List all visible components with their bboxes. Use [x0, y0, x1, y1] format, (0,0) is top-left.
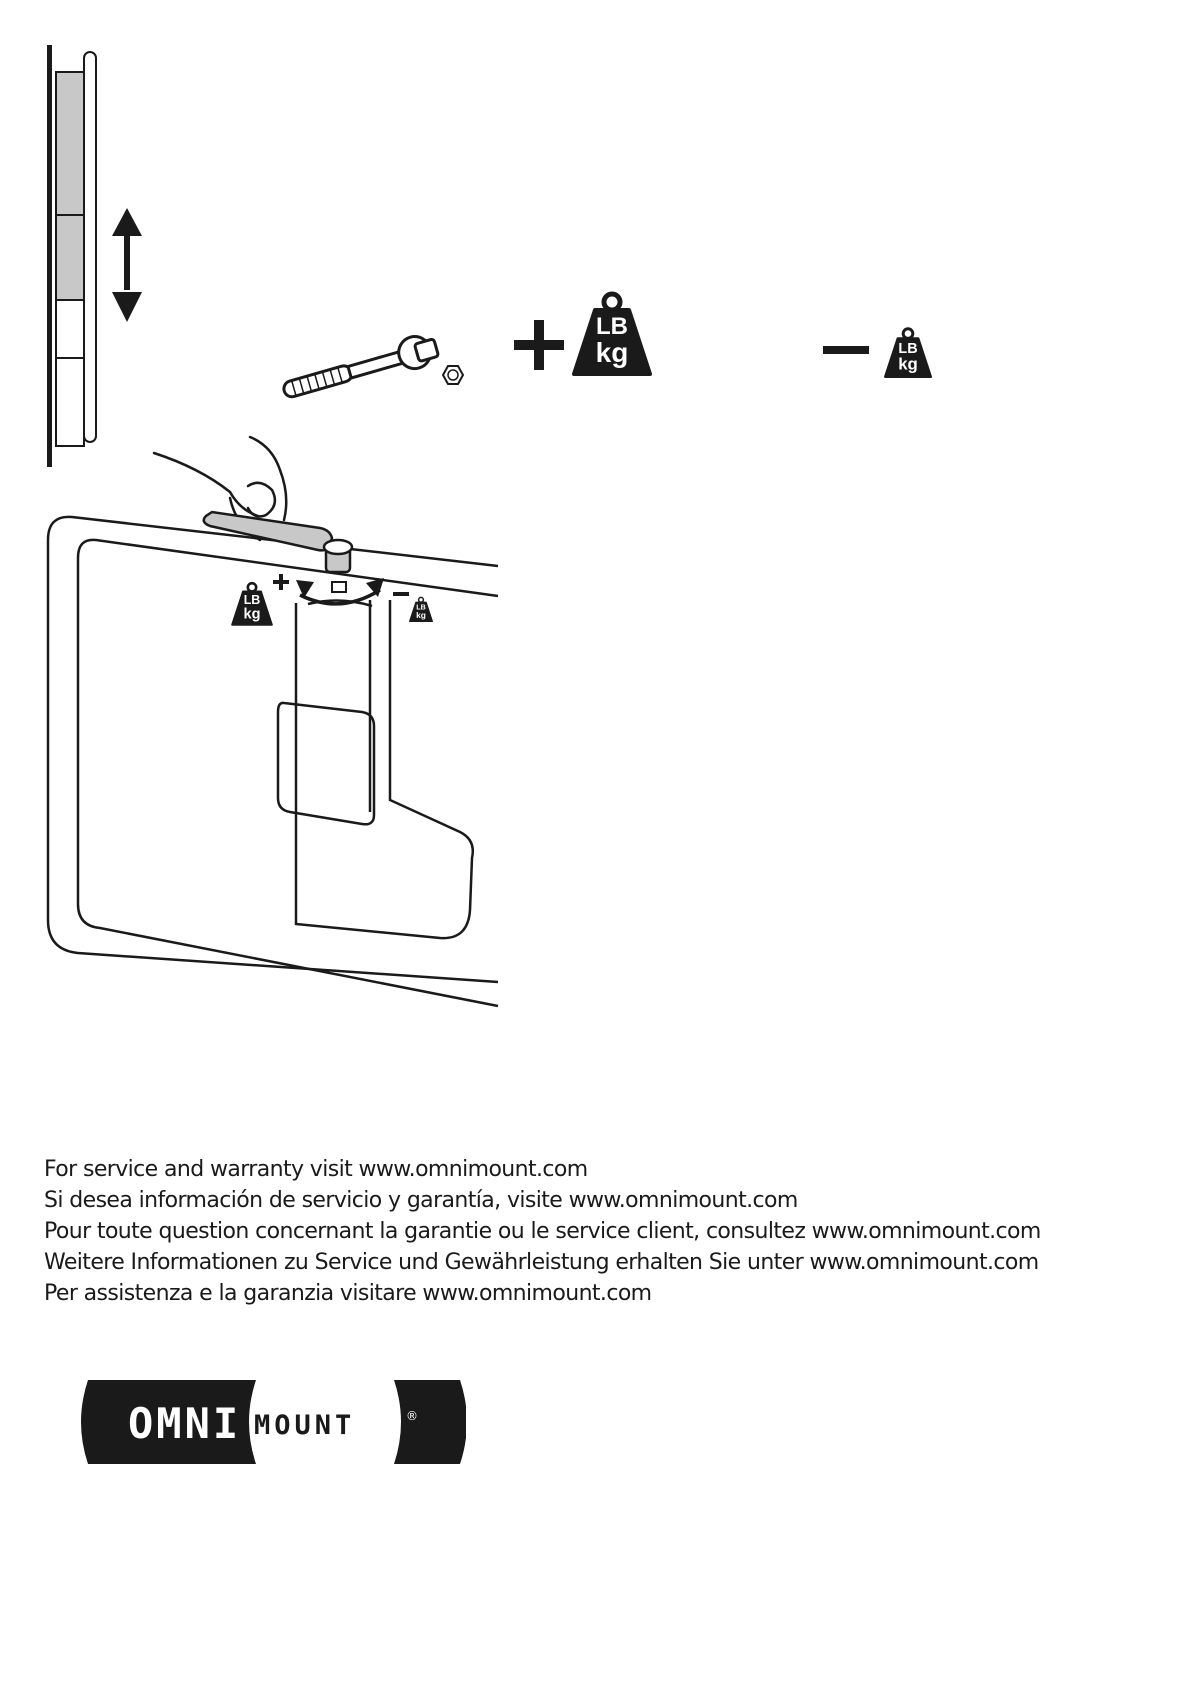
service-line-en: For service and warranty visit www.omnimount.com	[44, 1157, 588, 1182]
tv-back-view	[48, 517, 498, 1006]
service-line-de: Weitere Informationen zu Service und Gewährleistung erhalten Sie unter www.omnimount.com	[44, 1250, 1039, 1275]
hex-nut-icon	[443, 366, 463, 384]
service-warranty-notice	[44, 1154, 1041, 1309]
socket-wrench-in-use	[204, 512, 352, 572]
plus-icon-small	[273, 574, 289, 590]
weight-icon-plus-side	[232, 583, 272, 625]
weight-unit-lb: LB	[243, 592, 261, 607]
weight-unit-lb: LB	[898, 340, 918, 357]
wall-mount-side-view	[47, 45, 96, 467]
weight-unit-kg: kg	[898, 354, 918, 374]
socket-wrench-icon	[280, 331, 441, 405]
weight-unit-kg: kg	[243, 606, 261, 623]
weight-unit-lb: LB	[416, 602, 426, 612]
up-down-arrow-icon	[112, 208, 142, 322]
minus-icon	[823, 346, 869, 354]
service-line-it: Per assistenza e la garanzia visitare www.omnimount.com	[44, 1281, 652, 1306]
logo-registered-mark: ®	[406, 1409, 418, 1423]
weight-unit-kg: kg	[416, 609, 426, 620]
omnimount-logo	[76, 1380, 466, 1464]
weight-icon-minus-side	[410, 597, 433, 621]
weight-icon	[574, 294, 650, 374]
service-line-es: Si desea información de servicio y garantía, visite www.omnimount.com	[44, 1188, 798, 1213]
service-line-fr: Pour toute question concernant la garantie ou le service client, consultez www.omnimount.com	[44, 1219, 1041, 1244]
plus-icon	[514, 320, 564, 370]
weight-unit-lb: LB	[596, 313, 628, 340]
logo-omni: OMNI	[128, 1399, 242, 1448]
logo-mount: MOUNT	[254, 1410, 356, 1441]
minus-icon-small	[393, 592, 409, 596]
weight-icon-small	[885, 329, 931, 377]
weight-unit-kg: kg	[595, 337, 629, 368]
